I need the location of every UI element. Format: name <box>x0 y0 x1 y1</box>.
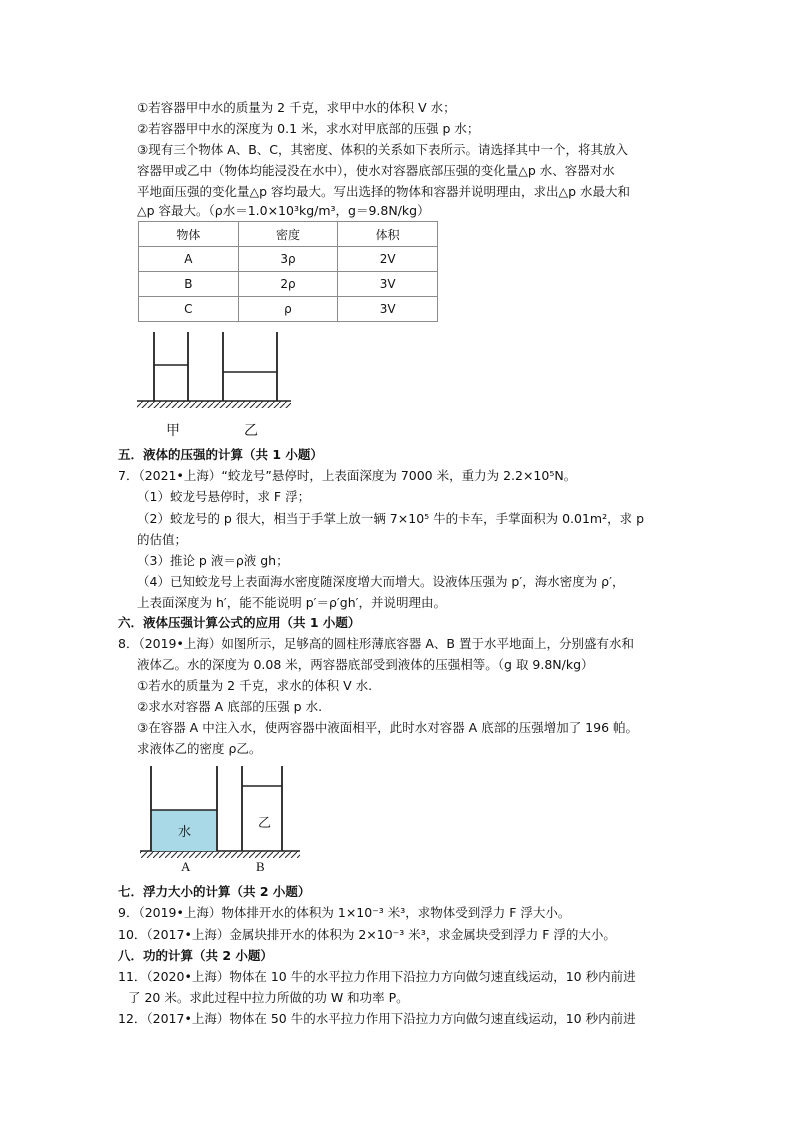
q9-text: 9．（2019•上海）物体排开水的体积为 1×10⁻³ 米³，求物体受到浮力 F 浮大小。 <box>118 905 571 920</box>
q6-part3-line4: △p 容最大。（ρ水＝1.0×10³kg/m³，g＝9.8N/kg） <box>137 203 430 218</box>
q7-sub3: （3）推论 p 液＝ρ液 gh； <box>137 553 289 568</box>
table-header-row <box>139 222 438 247</box>
q12-line1: 12．（2017•上海）物体在 50 牛的水平拉力作用下沿拉力方向做匀速直线运动，10 秒内前进 <box>118 1011 636 1026</box>
section-7-title: 七．浮力大小的计算（共 2 小题） <box>118 884 311 899</box>
q8-part3-line1: ③在容器 A 中注入水，使两容器中液面相平，此时水对容器 A 底部的压强增加了 196 帕。 <box>137 720 639 735</box>
table-cell: B <box>139 272 239 297</box>
table-header: 密度 <box>238 222 338 247</box>
table-header: 体积 <box>338 222 438 247</box>
container-jia <box>154 332 188 401</box>
q8-part3-line2: 求液体乙的密度 ρ乙。 <box>137 741 262 756</box>
q10-text: 10．（2017•上海）金属块排开水的体积为 2×10⁻³ 米³，求金属块受到浮力 F 浮的大小。 <box>118 927 616 942</box>
q8-part2: ②求水对容器 A 底部的压强 p 水. <box>137 699 323 714</box>
table-cell: 3ρ <box>238 247 338 272</box>
q7-sub2-line2: 的估值； <box>137 532 188 547</box>
label-b: B <box>256 859 265 874</box>
container-b <box>242 766 282 851</box>
table-row <box>139 247 438 272</box>
water-label: 水 <box>178 825 192 840</box>
q8-stem-line1: 8．（2019•上海）如图所示，足够高的圆柱形薄底容器 A、B 置于水平地面上，分别盛有水和 <box>118 636 634 651</box>
liquid-yi-label: 乙 <box>258 816 272 831</box>
table-cell: 3V <box>338 272 438 297</box>
table-header: 物体 <box>139 222 239 247</box>
table-cell: 3V <box>338 297 438 322</box>
table-row <box>139 297 438 322</box>
section-8-title: 八．功的计算（共 2 小题） <box>118 948 273 963</box>
table-cell: 2V <box>338 247 438 272</box>
table-cell: C <box>139 297 239 322</box>
table-row <box>139 272 438 297</box>
label-jia: 甲 <box>166 423 180 439</box>
q7-sub4-line1: （4）已知蛟龙号上表面海水密度随深度增大而增大。设液体压强为 p′，海水密度为 ρ′， <box>137 574 625 589</box>
label-yi: 乙 <box>244 423 258 439</box>
q8-part1: ①若水的质量为 2 千克，求水的体积 V 水. <box>137 678 373 693</box>
section-5-title: 五．液体的压强的计算（共 1 小题） <box>118 447 323 462</box>
q6-part1: ①若容器甲中水的质量为 2 千克，求甲中水的体积 V 水； <box>137 100 456 115</box>
table-cell: 2ρ <box>238 272 338 297</box>
density-volume-table <box>138 221 438 322</box>
q8-stem-line2: 液体乙。水的深度为 0.08 米，两容器底部受到液体的压强相等。（g 取 9.8N/kg） <box>137 657 594 672</box>
q6-part3-line3: 平地面压强的变化量△p 容均最大。写出选择的物体和容器并说明理由，求出△p 水最大和 <box>137 184 631 199</box>
q7-sub1: （1）蛟龙号悬停时，求 F 浮； <box>137 489 311 504</box>
ground-hatch <box>137 401 291 408</box>
q7-sub2-line1: （2）蛟龙号的 p 很大，相当于手掌上放一辆 7×10⁵ 牛的卡车，手掌面积为 0.01m²，求 p <box>137 511 645 526</box>
q6-part2: ②若容器甲中水的深度为 0.1 米，求水对甲底部的压强 p 水； <box>137 121 480 136</box>
q11-line1: 11．（2020•上海）物体在 10 牛的水平拉力作用下沿拉力方向做匀速直线运动，10 秒内前进 <box>118 969 636 984</box>
container-yi <box>223 332 277 401</box>
containers-figure-1 <box>135 325 295 410</box>
q7-sub4-line2: 上表面深度为 h′，能不能说明 p′＝ρ′gh′，并说明理由。 <box>137 595 446 610</box>
q6-part3-line2: 容器甲或乙中（物体均能浸没在水中），使水对容器底部压强的变化量△p 水、容器对水 <box>137 163 615 178</box>
section-6-title: 六．液体压强计算公式的应用（共 1 小题） <box>118 615 361 630</box>
label-a: A <box>181 859 191 874</box>
table-cell: ρ <box>238 297 338 322</box>
ground-hatch <box>140 851 300 858</box>
containers-figure-2 <box>135 762 305 862</box>
table-cell: A <box>139 247 239 272</box>
q7-stem: 7．（2021•上海）“蛟龙号”悬停时，上表面深度为 7000 米，重力为 2.2×10⁵N。 <box>118 468 577 483</box>
q11-line2: 了 20 米。求此过程中拉力所做的功 W 和功率 P。 <box>128 990 409 1005</box>
q6-part3-line1: ③现有三个物体 A、B、C，其密度、体积的关系如下表所示。请选择其中一个，将其放入 <box>137 142 629 157</box>
